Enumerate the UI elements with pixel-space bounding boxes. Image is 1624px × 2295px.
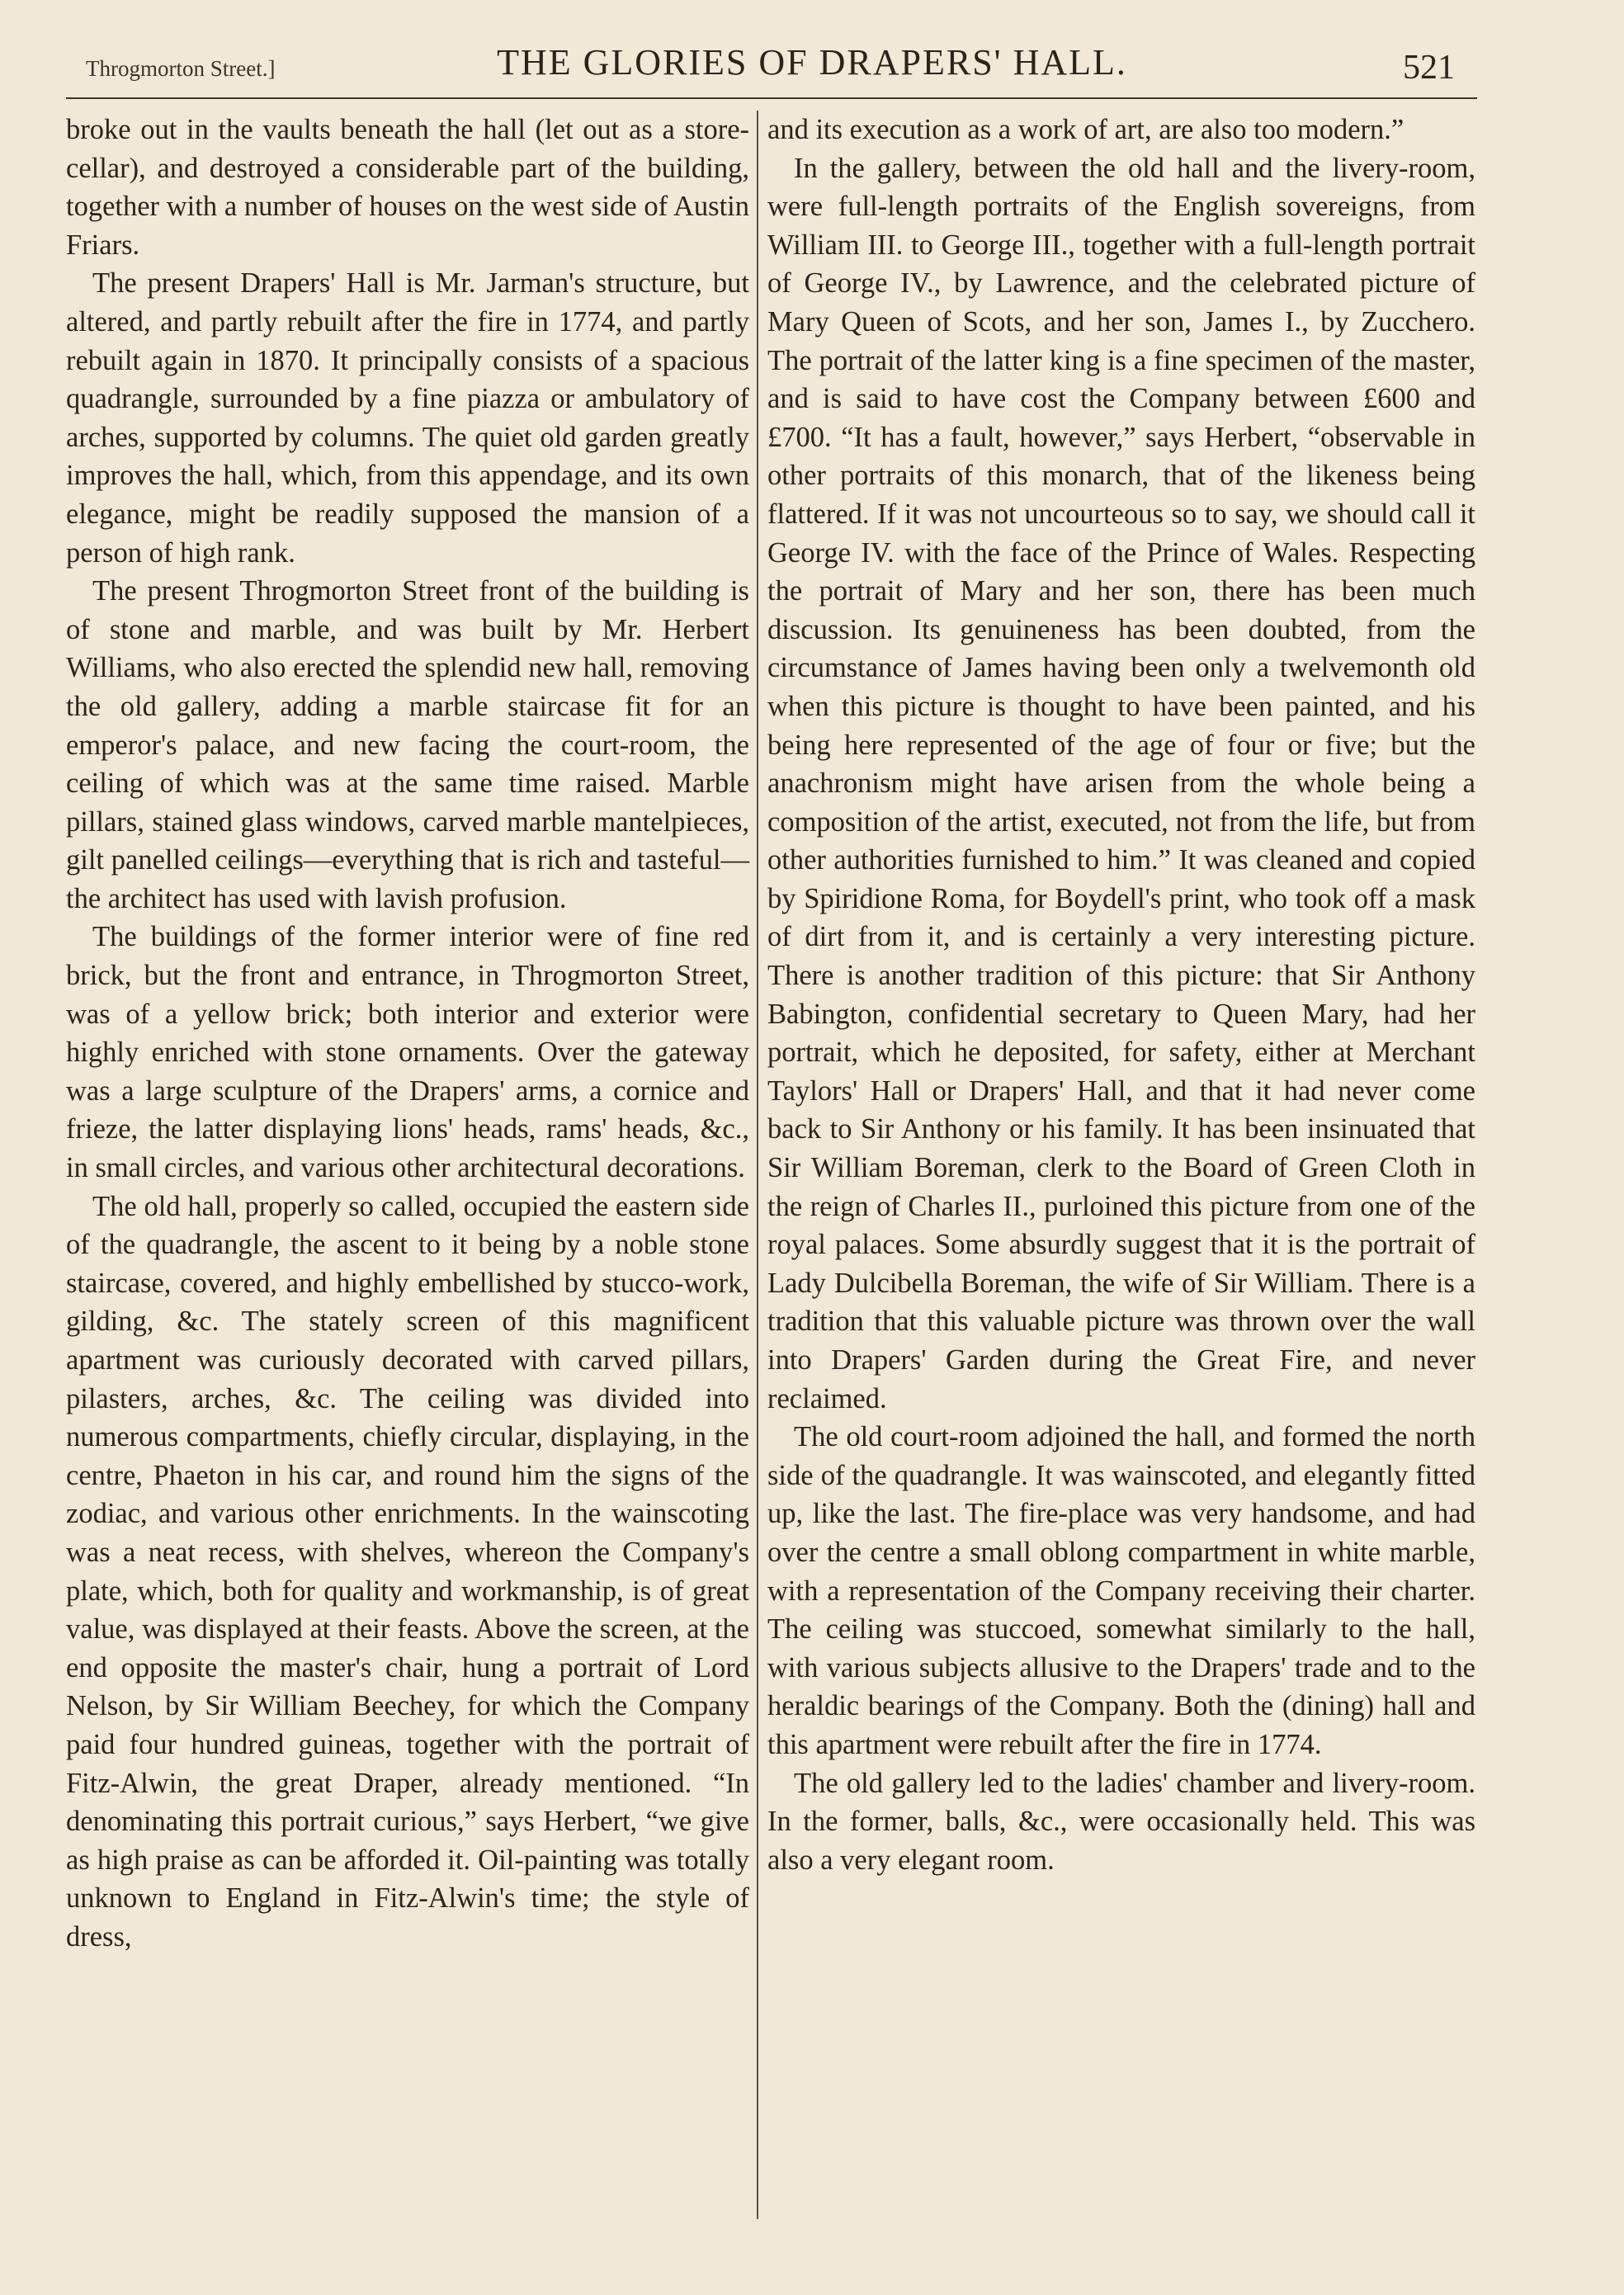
header-rule bbox=[66, 97, 1477, 99]
paragraph: In the gallery, between the old hall and the livery-room, were full-length portraits of the English sovereigns, from William III. to George III., together with a full-length portrait of George IV., by Lawrence, and the celebrated picture of Mary Queen of Scots, and her son, James I., by Zucchero. The portrait of the latter king is a fine specimen of the master, and is said to have cost the Company between £600 and £700. “It has a fault, however,” says Herbert, “observable in other portraits of this monarch, that of the likeness being flattered. If it was not uncourteous so to say, we should call it George IV. with the face of the Prince of Wales. Respecting the portrait of Mary and her son, there has been much discussion. Its genuineness has been doubted, from the circumstance of James having been only a twelvemonth old when this picture is thought to have been painted, and his being here represented of the age of four or five; but the anachronism might have arisen from the whole being a composition of the artist, executed, not from the life, but from other authorities furnished to him.” It was cleaned and copied by Spiridione Roma, for Boydell's print, who took off a mask of dirt from it, and is certainly a very interesting picture. There is another tradition of this picture: that Sir Anthony Babington, confidential secretary to Queen Mary, had her portrait, which he deposited, for safety, either at Merchant Taylors' Hall or Drapers' Hall, and that it had never come back to Sir Anthony or his family. It has been insinuated that Sir William Boreman, clerk to the Board of Green Cloth in the reign of Charles II., purloined this picture from one of the royal palaces. Some absurdly suggest that it is the portrait of Lady Dulcibella Boreman, the wife of Sir William. There is a tradition that this valuable picture was thrown over the wall into Drapers' Garden during the Great Fire, and never reclaimed. bbox=[767, 152, 1475, 1414]
paragraph: The old gallery led to the ladies' chamber and livery-room. In the former, balls, &c., were occasionally held. This was also a very elegant room. bbox=[767, 1767, 1475, 1876]
paragraph: The old hall, properly so called, occupied the eastern side of the quadrangle, the ascent to it being by a noble stone staircase, covered, and highly embellished by stucco-work, gilding, &c. The stately screen of this magnificent apartment was curiously decorated with carved pillars, pilasters, arches, &c. The ceiling was divided into numerous compartments, chiefly circular, displaying, in the centre, Phaeton in his car, and round him the signs of the zodiac, and various other enrichments. In the wainscoting was a neat recess, with shelves, whereon the Company's plate, which, both for quality and workmanship, is of great value, was displayed at their feasts. Above the screen, at the end opposite the master's chair, hung a portrait of Lord Nelson, by Sir William Beechey, for which the Company paid four hundred guineas, together with the portrait of Fitz-Alwin, the great Draper, already mentioned. “In denominating this portrait curious,” says Herbert, “we give as high praise as can be afforded it. Oil-painting was totally unknown to England in Fitz-Alwin's time; the style of dress, bbox=[66, 1190, 749, 1953]
column-divider bbox=[757, 111, 758, 2219]
page-header bbox=[0, 38, 1624, 87]
page-number: 521 bbox=[1403, 49, 1455, 87]
left-column bbox=[66, 111, 749, 1957]
page-title: THE GLORIES OF DRAPERS' HALL. bbox=[497, 42, 1127, 83]
paragraph: broke out in the vaults beneath the hall (let out as a store-cellar), and destroyed a considerable part of the building, together with a number of houses on the west side of Austin Friars. bbox=[66, 114, 749, 261]
paragraph: The present Drapers' Hall is Mr. Jarman's structure, but altered, and partly rebuilt after the fire in 1774, and partly rebuilt again in 1870. It principally consists of a spacious quadrangle, surrounded by a fine piazza or ambulatory of arches, supported by columns. The quiet old garden greatly improves the hall, which, from this appendage, and its own elegance, might be readily supposed the mansion of a person of high rank. bbox=[66, 267, 749, 569]
paragraph: The buildings of the former interior were of fine red brick, but the front and entrance, in Throgmorton Street, was of a yellow brick; both interior and exterior were highly enriched with stone ornaments. Over the gateway was a large sculpture of the Drapers' arms, a cornice and frieze, the latter displaying lions' heads, rams' heads, &c., in small circles, and various other architectural decorations. bbox=[66, 921, 749, 1184]
paragraph: The old court-room adjoined the hall, and formed the north side of the quadrangle. It was wainscoted, and elegantly fitted up, like the last. The fire-place was very handsome, and had over the centre a small oblong compartment in white marble, with a representation of the Company receiving their charter. The ceiling was stuccoed, somewhat similarly to the hall, with various subjects allusive to the Drapers' trade and to the heraldic bearings of the Company. Both the (dining) hall and this apartment were rebuilt after the fire in 1774. bbox=[767, 1421, 1475, 1760]
right-column bbox=[767, 111, 1475, 1879]
paragraph: The present Throgmorton Street front of the building is of stone and marble, and was built by Mr. Herbert Williams, who also erected the splendid new hall, removing the old gallery, adding a marble staircase fit for an emperor's palace, and new facing the court-room, the ceiling of which was at the same time raised. Marble pillars, stained glass windows, carved marble mantelpieces, gilt panelled ceilings—everything that is rich and tasteful—the architect has used with lavish profusion. bbox=[66, 575, 749, 914]
running-head: Throgmorton Street.] bbox=[86, 56, 276, 81]
paragraph: and its execution as a work of art, are also too modern.” bbox=[767, 114, 1404, 145]
